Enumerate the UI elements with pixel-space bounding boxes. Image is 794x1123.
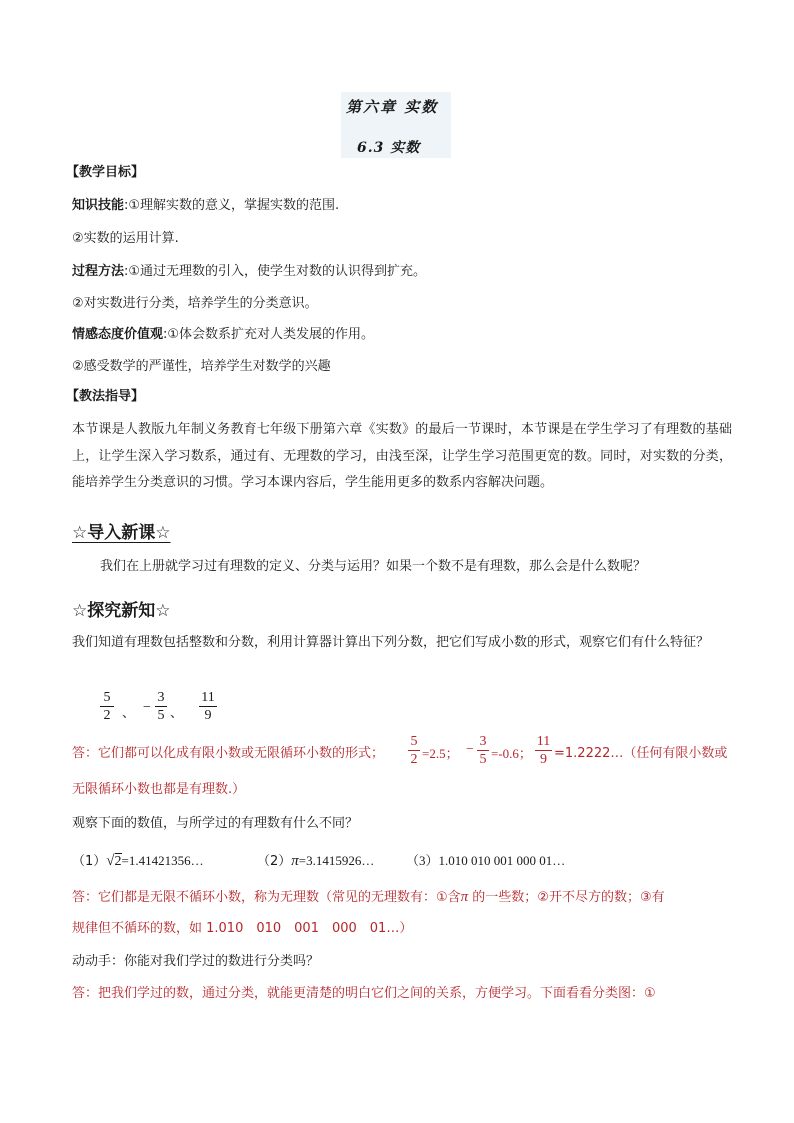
chapter-title: 第六章 实数 <box>346 98 439 116</box>
explore-heading: ☆探究新知☆ <box>72 601 171 621</box>
separator-1: 、 <box>122 706 136 721</box>
emotion-text: :①体会数系扩充对人类发展的作用。 <box>163 327 375 342</box>
pi-symbol: π <box>291 853 299 869</box>
answer-1-value-2: =-0.6； <box>491 746 532 761</box>
irrational-item-3: （3）1.010 010 001 000 01… <box>406 853 566 868</box>
fraction-5-2: 5 2 <box>100 690 114 723</box>
knowledge-text: :①理解实数的意义，掌握实数的范围. <box>124 198 340 213</box>
pi-symbol-answer: π <box>460 889 469 905</box>
process-label: 过程方法 <box>72 264 125 279</box>
goals-heading: 【教学目标】 <box>66 165 145 180</box>
answer-1-prefix: 答：它们都可以化成有限小数或无限循环小数的形式； <box>72 746 385 761</box>
answer-fraction-11-9: 11 9 <box>536 734 551 767</box>
goal-knowledge-2: ②实数的运用计算. <box>72 231 179 246</box>
knowledge-label: 知识技能 <box>72 198 125 213</box>
process-text: :①通过无理数的引入，使学生对数的认识得到扩充。 <box>124 264 427 279</box>
item-2-label: （2） <box>257 854 292 869</box>
explore-question-2: 观察下面的数值，与所学过的有理数有什么不同？ <box>72 816 359 831</box>
answer-fraction-5-2: 5 2 <box>408 734 420 767</box>
guide-heading: 【教法指导】 <box>66 389 145 404</box>
item-2-value: =3.1415926… <box>298 853 375 868</box>
answer-1-value-1: =2.5； <box>422 746 459 761</box>
answer-minus-sign: − <box>466 742 474 757</box>
hands-on-question: 动动手：你能对我们学过的数进行分类吗？ <box>72 954 320 969</box>
sqrt-symbol: √ <box>106 853 115 869</box>
separator-2: 、 <box>170 706 184 721</box>
answer-2-line-2: 规律但不循环的数，如 1.010 010 001 000 01…） <box>72 921 413 936</box>
fraction-3-5: 3 5 <box>155 690 167 723</box>
answer-2-line-1: 答：它们都是无限不循环小数，称为无理数（常见的无理数有：①含π 的一些数；②开不尽方的数；③有 <box>72 889 665 905</box>
sqrt-radicand: 2 <box>114 854 122 869</box>
irrational-item-1 <box>72 852 204 871</box>
goal-process <box>72 263 426 281</box>
emotion-label: 情感态度价值观 <box>72 327 164 342</box>
answer-fraction-3-5: 3 5 <box>477 734 489 767</box>
goal-emotion-2: ②感受数学的严谨性，培养学生对数学的兴趣 <box>72 359 331 374</box>
answer-1-line-2: 无限循环小数也都是有理数.） <box>72 782 246 797</box>
answer-1-value-3: =1.2222…（任何有限小数或 <box>554 746 728 761</box>
answer-3: 答：把我们学过的数，通过分类，就能更清楚的明白它们之间的关系，方便学习。下面看看分类图：① <box>72 986 656 1001</box>
intro-heading: ☆导入新课☆ <box>72 523 171 543</box>
intro-text: 我们在上册就学习过有理数的定义、分类与运用？如果一个数不是有理数，那么会是什么数呢？ <box>100 559 647 574</box>
goal-process-2: ②对实数进行分类，培养学生的分类意识。 <box>72 296 318 311</box>
fraction-11-9: 11 9 <box>199 690 217 723</box>
guide-paragraph: 本节课是人教版九年制义务教育七年级下册第六章《实数》的最后一节课时，本节课是在学生学习了有理数的基础上，让学生深入学习数系，通过有、无理数的学习，由浅至深，让学生学习范围更宽的数。同时，对实数的分类，能培养学生分类意识的习惯。学习本课内容后，学生能用更多的数系内容解决问题。 <box>72 422 732 490</box>
explore-question-1: 我们知道有理数包括整数和分数，利用计算器计算出下列分数，把它们写成小数的形式，观察它们有什么特征？ <box>72 635 710 650</box>
item-1-label: （1） <box>72 854 107 869</box>
section-title: 6.3 实数 <box>357 140 421 156</box>
goal-knowledge <box>72 197 339 215</box>
irrational-item-2 <box>257 852 374 871</box>
goal-emotion <box>72 326 374 344</box>
item-1-value: =1.41421356… <box>121 853 204 868</box>
minus-sign: − <box>143 700 151 715</box>
